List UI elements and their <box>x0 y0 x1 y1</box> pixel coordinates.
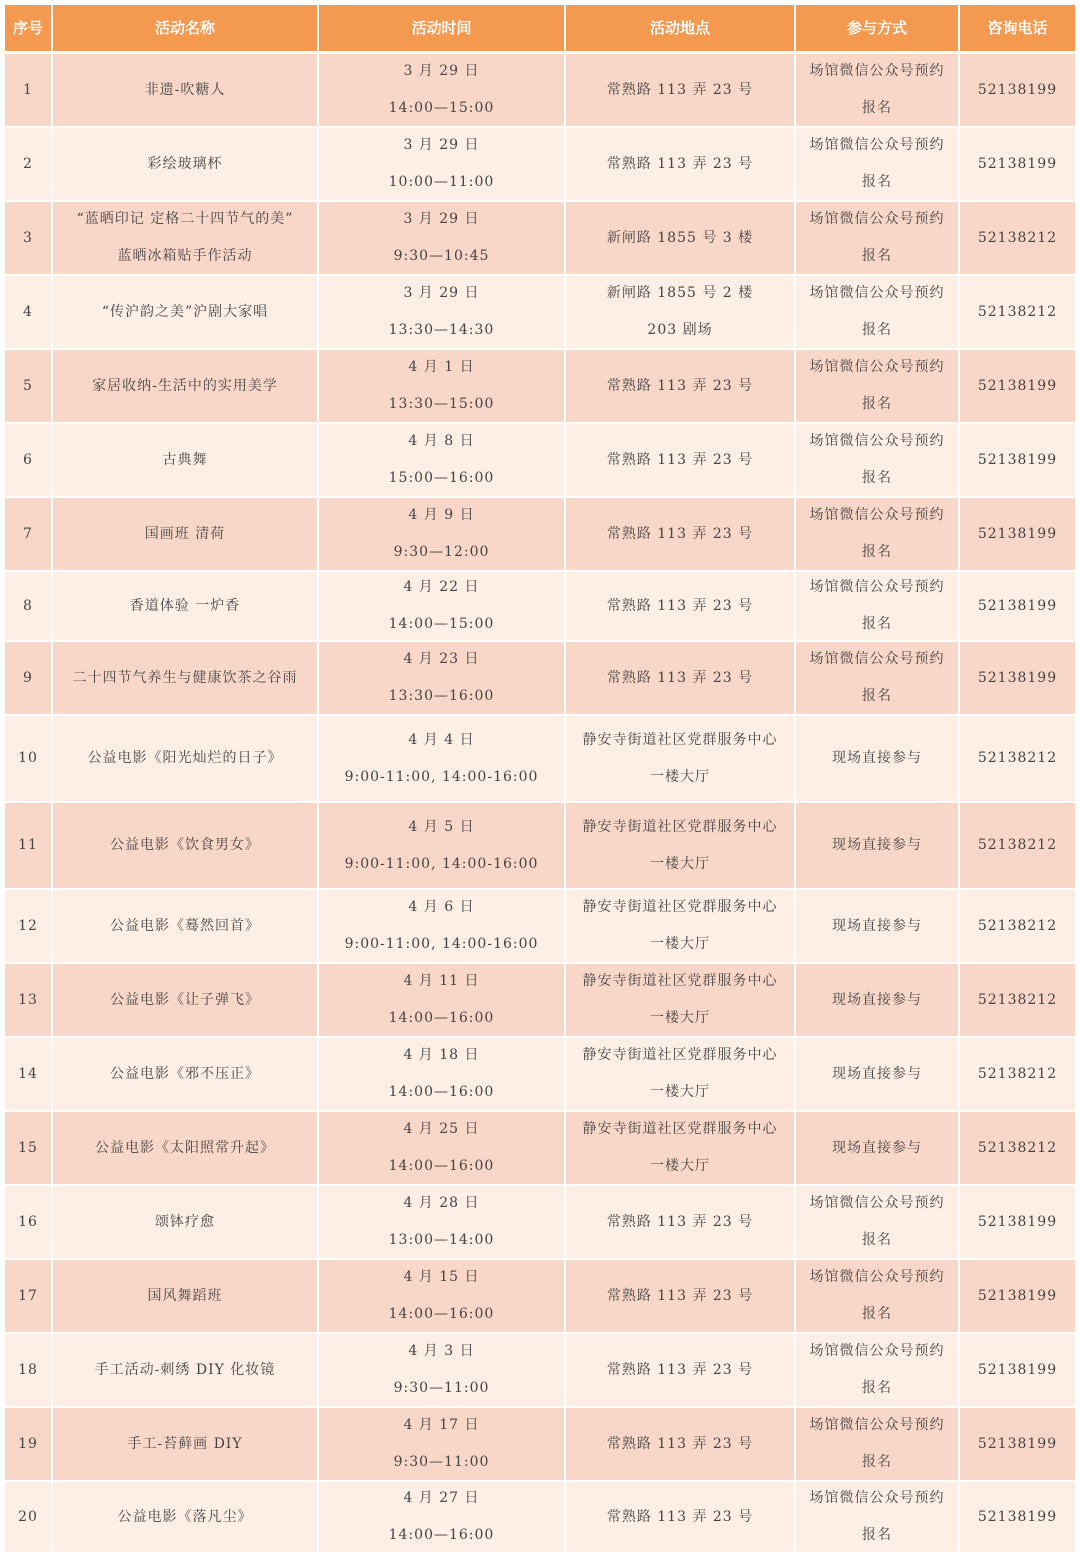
table-row <box>5 276 1075 350</box>
activity-name <box>53 1038 319 1110</box>
activity-name <box>53 1482 319 1552</box>
table-row <box>5 1408 1075 1482</box>
activity-name <box>53 803 319 888</box>
activity-time-line: 10:00—11:00 <box>388 174 495 190</box>
activity-time <box>319 1260 566 1332</box>
contact-phone: 52138199 <box>977 1287 1058 1304</box>
activity-time-line: 4 月 8 日 <box>408 433 475 449</box>
activity-name <box>53 890 319 962</box>
activity-time-line: 4 月 9 日 <box>408 507 475 523</box>
activity-time <box>319 1408 566 1480</box>
activity-name <box>53 1408 319 1480</box>
activity-name <box>53 424 319 496</box>
participation-method-line: 现场直接参与 <box>832 1065 922 1082</box>
participation-method-line: 场馆微信公众号预约 <box>809 285 945 301</box>
participation-method <box>796 803 960 888</box>
participation-method <box>796 964 960 1036</box>
activity-name-line: 颂钵疗愈 <box>155 1213 215 1230</box>
row-no: 13 <box>5 964 53 1036</box>
activity-time-line: 4 月 5 日 <box>408 818 475 835</box>
activity-time-line: 9:00-11:00, 14:00-16:00 <box>344 936 539 952</box>
activity-place <box>566 128 796 200</box>
activity-time-line: 14:00—15:00 <box>388 100 495 116</box>
activity-place-line: 常熟路 113 弄 23 号 <box>606 377 754 394</box>
row-no: 8 <box>5 572 53 640</box>
activity-name-line: 公益电影《太阳照常升起》 <box>95 1139 275 1156</box>
activity-time-line: 14:00—16:00 <box>388 1527 495 1543</box>
activity-name-line: 非遗-吹糖人 <box>144 81 226 98</box>
activity-place-line: 常熟路 113 弄 23 号 <box>606 451 754 468</box>
contact-phone: 52138212 <box>977 303 1058 320</box>
activity-name <box>53 276 319 348</box>
activity-place-line: 常熟路 113 弄 23 号 <box>606 669 754 686</box>
row-no: 6 <box>5 424 53 496</box>
activity-place-line: 常熟路 113 弄 23 号 <box>606 1435 754 1452</box>
activity-place-line: 常熟路 113 弄 23 号 <box>606 1361 754 1378</box>
contact-phone: 52138212 <box>977 1139 1058 1156</box>
activity-time-line: 14:00—16:00 <box>388 1084 495 1100</box>
table-row <box>5 1482 1075 1554</box>
activity-time-line: 9:00-11:00, 14:00-16:00 <box>344 855 539 872</box>
participation-method-line: 报名 <box>862 174 892 190</box>
participation-method-line: 场馆微信公众号预约 <box>809 579 945 595</box>
activity-time <box>319 128 566 200</box>
activity-time <box>319 1186 566 1258</box>
contact-phone: 52138212 <box>977 1065 1058 1082</box>
activity-place-line: 常熟路 113 弄 23 号 <box>606 597 754 614</box>
activity-time <box>319 803 566 888</box>
row-no: 15 <box>5 1112 53 1184</box>
row-no: 20 <box>5 1482 53 1552</box>
participation-method-line: 报名 <box>862 100 892 116</box>
activity-name-line: “传沪韵之美”沪剧大家唱 <box>101 303 269 320</box>
header-name: 活动名称 <box>53 5 319 51</box>
participation-method-line: 场馆微信公众号预约 <box>809 433 945 449</box>
activity-place-line: 静安寺街道社区党群服务中心 <box>582 818 778 835</box>
table-row <box>5 1112 1075 1186</box>
participation-method-line: 场馆微信公众号预约 <box>809 507 945 523</box>
participation-method-line: 场馆微信公众号预约 <box>809 1195 945 1211</box>
table-row <box>5 54 1075 128</box>
table-row <box>5 128 1075 202</box>
activity-place <box>566 350 796 422</box>
row-no: 19 <box>5 1408 53 1480</box>
row-no: 1 <box>5 54 53 126</box>
activity-place-line: 一楼大厅 <box>650 1010 710 1026</box>
activity-place-line: 静安寺街道社区党群服务中心 <box>582 731 778 748</box>
activity-place-line: 一楼大厅 <box>650 936 710 952</box>
row-no: 12 <box>5 890 53 962</box>
row-no: 18 <box>5 1334 53 1406</box>
activity-name <box>53 716 319 801</box>
activity-place-line: 常熟路 113 弄 23 号 <box>606 155 754 172</box>
participation-method-line: 报名 <box>862 470 892 486</box>
activity-name-line: 蓝晒冰箱贴手作活动 <box>117 248 253 264</box>
activity-time-line: 4 月 6 日 <box>408 899 475 915</box>
participation-method <box>796 202 960 274</box>
activity-time <box>319 54 566 126</box>
participation-method-line: 报名 <box>862 616 892 632</box>
activity-time-line: 13:30—16:00 <box>388 688 495 704</box>
activity-time <box>319 642 566 714</box>
participation-method <box>796 1334 960 1406</box>
participation-method <box>796 572 960 640</box>
activity-time-line: 13:30—14:30 <box>388 322 495 338</box>
activity-time <box>319 276 566 348</box>
activity-place <box>566 1334 796 1406</box>
activity-name <box>53 1334 319 1406</box>
activity-place-line: 静安寺街道社区党群服务中心 <box>582 973 778 989</box>
row-no: 2 <box>5 128 53 200</box>
participation-method-line: 场馆微信公众号预约 <box>809 651 945 667</box>
activity-place-line: 静安寺街道社区党群服务中心 <box>582 1121 778 1137</box>
participation-method <box>796 424 960 496</box>
activity-name-line: 公益电影《饮食男女》 <box>110 837 260 853</box>
participation-method-line: 报名 <box>862 688 892 704</box>
activity-place-line: 一楼大厅 <box>650 1158 710 1174</box>
activity-time-line: 14:00—16:00 <box>388 1306 495 1322</box>
activity-place-line: 一楼大厅 <box>650 768 710 785</box>
activity-place-line: 常熟路 113 弄 23 号 <box>606 1213 754 1230</box>
activity-time-line: 3 月 29 日 <box>403 63 480 79</box>
activity-time-line: 4 月 17 日 <box>403 1417 480 1433</box>
activity-name <box>53 128 319 200</box>
activity-name-line: 手工-苔藓画 DIY <box>127 1435 243 1452</box>
activity-place-line: 一楼大厅 <box>650 855 710 872</box>
header-phone: 咨询电话 <box>987 18 1048 37</box>
table-row <box>5 803 1075 890</box>
table-row <box>5 1260 1075 1334</box>
activity-place <box>566 572 796 640</box>
row-no: 3 <box>5 202 53 274</box>
activity-place <box>566 1408 796 1480</box>
activity-name <box>53 498 319 570</box>
contact-phone: 52138199 <box>977 81 1058 98</box>
table-row <box>5 1334 1075 1408</box>
activity-time <box>319 1334 566 1406</box>
activity-time <box>319 1482 566 1552</box>
activity-place-line: 静安寺街道社区党群服务中心 <box>582 899 778 915</box>
header-time: 活动时间 <box>319 5 566 51</box>
row-no: 9 <box>5 642 53 714</box>
participation-method <box>796 54 960 126</box>
row-no: 7 <box>5 498 53 570</box>
activity-place-line: 常熟路 113 弄 23 号 <box>606 81 754 98</box>
activity-time-line: 4 月 1 日 <box>408 359 475 375</box>
table-row <box>5 642 1075 716</box>
row-no: 10 <box>5 716 53 801</box>
participation-method <box>796 1482 960 1552</box>
activity-time <box>319 1038 566 1110</box>
activity-place <box>566 1260 796 1332</box>
contact-phone: 52138212 <box>977 750 1058 766</box>
activity-place <box>566 642 796 714</box>
activity-place-line: 常熟路 113 弄 23 号 <box>606 1287 754 1304</box>
activity-time-line: 9:30—12:00 <box>393 544 490 560</box>
activity-name <box>53 1186 319 1258</box>
activity-place <box>566 1186 796 1258</box>
table-row <box>5 350 1075 424</box>
activity-place-line: 新闸路 1855 号 3 楼 <box>606 229 754 246</box>
activity-name <box>53 1112 319 1184</box>
activity-time-line: 4 月 28 日 <box>403 1195 480 1211</box>
participation-method-line: 现场直接参与 <box>832 917 922 934</box>
activity-place <box>566 54 796 126</box>
participation-method-line: 场馆微信公众号预约 <box>809 211 945 227</box>
activity-place-line: 新闸路 1855 号 2 楼 <box>606 285 754 301</box>
participation-method <box>796 276 960 348</box>
activity-time <box>319 1112 566 1184</box>
activity-place <box>566 1112 796 1184</box>
table-row <box>5 1038 1075 1112</box>
header-no: 序号 <box>5 5 53 51</box>
participation-method <box>796 350 960 422</box>
activity-time-line: 9:30—11:00 <box>393 1454 490 1470</box>
contact-phone: 52138199 <box>977 451 1058 468</box>
activity-place <box>566 964 796 1036</box>
contact-phone: 52138199 <box>977 1435 1058 1452</box>
activity-name-line: 彩绘玻璃杯 <box>147 155 223 172</box>
activity-name-line: 国风舞蹈班 <box>147 1287 223 1304</box>
activity-place <box>566 890 796 962</box>
row-no: 17 <box>5 1260 53 1332</box>
participation-method-line: 报名 <box>862 322 892 338</box>
contact-phone: 52138199 <box>977 1361 1058 1378</box>
row-no: 4 <box>5 276 53 348</box>
participation-method-line: 场馆微信公众号预约 <box>809 1417 945 1433</box>
activity-name-line: 国画班 清荷 <box>144 525 226 542</box>
table-header <box>5 5 1075 54</box>
activity-place-line: 静安寺街道社区党群服务中心 <box>582 1047 778 1063</box>
activity-name-line: 古典舞 <box>162 451 208 468</box>
activity-time-line: 14:00—16:00 <box>388 1010 495 1026</box>
activity-time-line: 3 月 29 日 <box>403 137 480 153</box>
participation-method <box>796 1186 960 1258</box>
activity-time-line: 4 月 3 日 <box>408 1343 475 1359</box>
participation-method-line: 报名 <box>862 1380 892 1396</box>
activity-name <box>53 964 319 1036</box>
contact-phone: 52138199 <box>977 525 1058 542</box>
activity-time <box>319 498 566 570</box>
participation-method-line: 现场直接参与 <box>832 750 922 766</box>
participation-method <box>796 890 960 962</box>
activity-place <box>566 1482 796 1552</box>
contact-phone: 52138212 <box>977 991 1058 1008</box>
activity-time-line: 4 月 27 日 <box>403 1490 480 1506</box>
table-row <box>5 890 1075 964</box>
participation-method-line: 报名 <box>862 1527 892 1543</box>
participation-method-line: 报名 <box>862 544 892 560</box>
activity-place-line: 一楼大厅 <box>650 1084 710 1100</box>
participation-method-line: 报名 <box>862 1232 892 1248</box>
activity-place-line: 常熟路 113 弄 23 号 <box>606 1508 754 1525</box>
activity-name-line: 公益电影《阳光灿烂的日子》 <box>87 750 283 766</box>
table-row <box>5 202 1075 276</box>
participation-method-line: 场馆微信公众号预约 <box>809 359 945 375</box>
activity-time-line: 14:00—15:00 <box>388 616 495 632</box>
row-no: 16 <box>5 1186 53 1258</box>
participation-method-line: 报名 <box>862 248 892 264</box>
row-no: 14 <box>5 1038 53 1110</box>
participation-method-line: 场馆微信公众号预约 <box>809 1490 945 1506</box>
activity-place <box>566 498 796 570</box>
table-row <box>5 424 1075 498</box>
header-place: 活动地点 <box>566 5 796 51</box>
activity-time-line: 4 月 11 日 <box>403 973 480 989</box>
participation-method-line: 场馆微信公众号预约 <box>809 137 945 153</box>
participation-method-line: 场馆微信公众号预约 <box>809 63 945 79</box>
activity-time-line: 3 月 29 日 <box>403 211 480 227</box>
activity-time-line: 4 月 18 日 <box>403 1047 480 1063</box>
contact-phone: 52138199 <box>977 1213 1058 1230</box>
activity-place <box>566 276 796 348</box>
activity-name <box>53 1260 319 1332</box>
activity-name <box>53 54 319 126</box>
activity-name <box>53 642 319 714</box>
activity-name-line: 公益电影《让子弹飞》 <box>110 991 260 1008</box>
activity-name-line: 公益电影《蓦然回首》 <box>110 917 260 934</box>
activity-name-line: 香道体验 一炉香 <box>129 597 241 614</box>
activity-time <box>319 202 566 274</box>
activity-time-line: 4 月 4 日 <box>408 731 475 748</box>
table-row <box>5 964 1075 1038</box>
activity-time-line: 13:30—15:00 <box>388 396 495 412</box>
activity-name-line: 公益电影《落凡尘》 <box>117 1508 253 1525</box>
activity-time-line: 15:00—16:00 <box>388 470 495 486</box>
activity-table <box>5 5 1075 1554</box>
activity-name-line: 手工活动-刺绣 DIY 化妆镜 <box>94 1361 276 1378</box>
activity-name <box>53 202 319 274</box>
participation-method <box>796 642 960 714</box>
table-row <box>5 1186 1075 1260</box>
participation-method-line: 场馆微信公众号预约 <box>809 1269 945 1285</box>
participation-method <box>796 716 960 801</box>
activity-time-line: 9:00-11:00, 14:00-16:00 <box>344 768 539 785</box>
activity-name-line: 公益电影《邪不压正》 <box>110 1065 260 1082</box>
participation-method <box>796 1038 960 1110</box>
table-row <box>5 498 1075 572</box>
row-no: 11 <box>5 803 53 888</box>
participation-method <box>796 1112 960 1184</box>
participation-method <box>796 128 960 200</box>
activity-name-line: 二十四节气养生与健康饮茶之谷雨 <box>72 669 298 686</box>
participation-method-line: 现场直接参与 <box>832 1139 922 1156</box>
header-method: 参与方式 <box>796 5 960 51</box>
activity-time <box>319 890 566 962</box>
participation-method-line: 现场直接参与 <box>832 991 922 1008</box>
participation-method <box>796 498 960 570</box>
activity-place <box>566 424 796 496</box>
activity-time-line: 13:00—14:00 <box>388 1232 495 1248</box>
activity-time-line: 9:30—10:45 <box>393 248 490 264</box>
activity-time <box>319 716 566 801</box>
activity-time <box>319 572 566 640</box>
activity-time-line: 9:30—11:00 <box>393 1380 490 1396</box>
contact-phone: 52138199 <box>977 597 1058 614</box>
activity-place <box>566 1038 796 1110</box>
contact-phone: 52138212 <box>977 229 1058 246</box>
activity-time-line: 3 月 29 日 <box>403 285 480 301</box>
table-row <box>5 572 1075 642</box>
contact-phone: 52138212 <box>977 917 1058 934</box>
activity-time-line: 4 月 22 日 <box>403 579 480 595</box>
activity-time-line: 4 月 15 日 <box>403 1269 480 1285</box>
table-row <box>5 716 1075 803</box>
activity-time-line: 4 月 23 日 <box>403 651 480 667</box>
row-no: 5 <box>5 350 53 422</box>
activity-place <box>566 202 796 274</box>
activity-time-line: 14:00—16:00 <box>388 1158 495 1174</box>
contact-phone: 52138199 <box>977 377 1058 394</box>
activity-time <box>319 350 566 422</box>
activity-name-line: 家居收纳-生活中的实用美学 <box>92 377 278 394</box>
activity-place-line: 203 剧场 <box>647 322 713 338</box>
contact-phone: 52138199 <box>977 669 1058 686</box>
activity-place <box>566 803 796 888</box>
table-body <box>5 54 1075 1554</box>
activity-name <box>53 350 319 422</box>
contact-phone: 52138199 <box>977 1508 1058 1525</box>
activity-time <box>319 964 566 1036</box>
contact-phone: 52138212 <box>977 837 1058 853</box>
participation-method-line: 报名 <box>862 1306 892 1322</box>
participation-method-line: 场馆微信公众号预约 <box>809 1343 945 1359</box>
participation-method <box>796 1260 960 1332</box>
activity-place-line: 常熟路 113 弄 23 号 <box>606 525 754 542</box>
activity-name-line: “蓝晒印记 定格二十四节气的美” <box>76 211 294 227</box>
activity-place <box>566 716 796 801</box>
activity-time-line: 4 月 25 日 <box>403 1121 480 1137</box>
activity-name <box>53 572 319 640</box>
participation-method-line: 报名 <box>862 396 892 412</box>
participation-method-line: 现场直接参与 <box>832 837 922 853</box>
activity-time <box>319 424 566 496</box>
participation-method-line: 报名 <box>862 1454 892 1470</box>
participation-method <box>796 1408 960 1480</box>
contact-phone: 52138199 <box>977 155 1058 172</box>
